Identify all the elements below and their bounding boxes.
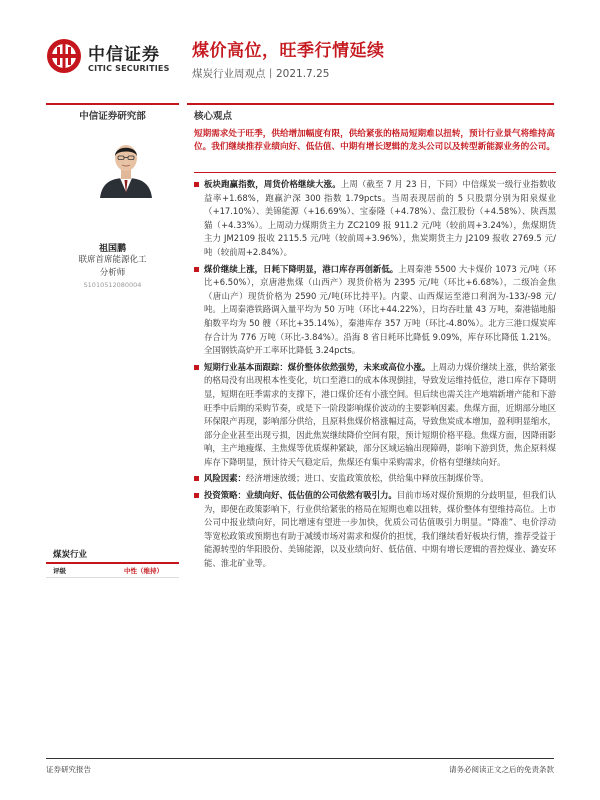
report-title: 煤价高位，旺季行情延续 — [192, 41, 385, 61]
bullet-square-icon — [194, 182, 199, 187]
citic-logo-icon — [46, 38, 82, 74]
report-header — [0, 0, 600, 92]
key-point-text: 上周秦港 5500 大卡煤价 1073 元/吨（环比+6.50%），京唐港焦煤（山西产）现货价格为 2395 元/吨（环比+6.68%），二级冶金焦（唐山产）现货价格为 2590 元/吨(环比持平)。内蒙、山西煤运至港口利润为-133/-98 元/吨。上周秦港铁路调入量平均为 50 万吨（环比+44.22%），日均吞吐量 43 万吨，秦港锚地船舶数平均为 50 艘（环比+35.14%），秦港库存 357 万吨（环比-4.80%）。北方三港口煤炭库存合计为 776 万吨（环比-3.84%）。沿海 8 省日耗环比降低 9.09%，库存环比降低 1.21%。全国钢铁高炉开工率环比降低 3.24pcts。 — [204, 263, 556, 356]
main-top-rule — [187, 103, 554, 105]
bullet-square-icon — [194, 267, 199, 272]
key-point-text: 上周（截至 7 月 23 日，下同）中信煤炭一级行业指数收益率+1.68%，跑赢沪深 300 指数 1.79pcts。当周表现居前的 5 只股票分别为阳泉煤业（+17.10%）、美锦能源（+16.69%）、宝泰隆（+4.78%）、盘江股份（+4.58%）、陕西黑猫（+4.33%）。上周动力煤期货主力 ZC2109 报 911.2 元/吨（较前周+3.24%），焦煤期货主力 JM2109 报收 2115.5 元/吨（较前周+3.96%），焦炭期货主力 J2109 报收 2769.5 元/吨（较前周+2.84%）。 — [204, 179, 556, 257]
section-title: 核心观点 — [194, 111, 233, 122]
sidebar-top-rule — [46, 103, 179, 105]
analyst-title-line1: 联席首席能源化工 — [78, 255, 147, 265]
key-point-item — [194, 361, 556, 470]
footer-disclaimer: 请务必阅读正文之后的免责条款 — [449, 765, 554, 774]
key-point-item — [194, 178, 556, 260]
bullet-square-icon — [194, 476, 199, 481]
key-point-item — [194, 263, 556, 358]
brand-name-cn: 中信证券 — [88, 45, 160, 65]
industry-rule — [46, 562, 179, 564]
rating-rule — [46, 577, 179, 578]
analyst-name: 祖国鹏 — [98, 244, 126, 254]
analyst-photo — [96, 136, 156, 198]
institution-name: 中信证券研究部 — [79, 111, 146, 122]
key-point-lead: 风险因素： — [204, 473, 246, 484]
rating-label: 评级 — [53, 567, 66, 575]
footer-rule — [46, 758, 554, 759]
key-point-text: 目前市场对煤价预期的分歧明显，但我们认为，即便在政策影响下，行业供给紧张的格局在短期也难以扭转，煤价整体有望维持高位。上市公司中报业绩向好，同比增速有望进一步加快，优质公司估值吸引力明显。“降准”、电价浮动等宽松政策或预期也有助于减缓市场对需求和煤价的担忧，我们继续看好板块行情，推荐受益于能源转型的华阳股份、美锦能源，以及业绩向好、低估值、中期有增长逻辑的晋控煤业、潞安环能、淮北矿业等。 — [204, 490, 556, 569]
key-point-lead: 煤价继续上涨，日耗下降明显，港口库存再创新低。 — [204, 263, 399, 274]
key-point-lead: 板块跑赢指数，周货价格继续大涨。 — [204, 179, 341, 189]
summary-rule — [194, 172, 556, 173]
key-point-text: 经济增速放缓；进口、安监政策放松，供给集中释放压制煤价等。 — [245, 473, 489, 484]
bullet-square-icon — [194, 493, 199, 498]
analyst-title-line2: 分析师 — [99, 268, 126, 278]
key-point-lead: 投资策略：业绩向好、低估值的公司依然有吸引力。 — [204, 490, 397, 501]
bullet-square-icon — [194, 365, 199, 370]
key-point-lead: 短期行业基本面跟踪：煤价整体依然强势，未来或高位小涨。 — [204, 361, 431, 372]
rating-value: 中性（维持） — [124, 567, 163, 575]
report-subtitle: 煤炭行业周观点丨2021.7.25 — [192, 68, 330, 80]
analyst-title — [46, 254, 179, 280]
industry-label: 煤炭行业 — [53, 550, 88, 560]
key-points — [194, 178, 556, 574]
key-point-text: 上周动力煤价继续上涨，供给紧张的格局没有出现根本性变化，坑口至港口的成本体现倒挂，导致发运维持低位，港口库存下降明显，短期在旺季需求的支撑下，港口煤价还有小涨空间。但后续也需关注产地端新增产能和下游旺季中后期的采购节奏，或是下一阶段影响煤价波动的主要影响因素。焦煤方面，近期部分地区环保限产再现，影响部分供给，且原料焦煤价格涨幅过高，导致焦炭成本增加，盈利明显缩水，部分企业甚至出现亏损，因此焦炭继续降价空间有限，预计短期价格平稳。焦煤方面，因降雨影响，主产地瘦煤、主焦煤等优质煤种紧缺，部分区域运输出现障碍，影响下游到货，焦企原料煤库存下降明显，预计待天气稳定后，焦煤还有集中采购需求，价格有望继续向好。 — [204, 361, 557, 467]
analyst-license-id: S1010512080004 — [83, 281, 142, 289]
key-point-item — [194, 489, 556, 571]
footer-report-type: 证券研究报告 — [46, 765, 91, 774]
brand-name-en: CITIC SECURITIES — [88, 64, 170, 73]
summary-text: 短期需求处于旺季，供给增加幅度有限，供给紧张的格局短期难以扭转，预计行业景气将维持高位。我们继续推荐业绩向好、低估值、中期有增长逻辑的龙头公司以及转型新能源业务的公司。 — [194, 129, 555, 153]
key-point-item — [194, 472, 556, 486]
